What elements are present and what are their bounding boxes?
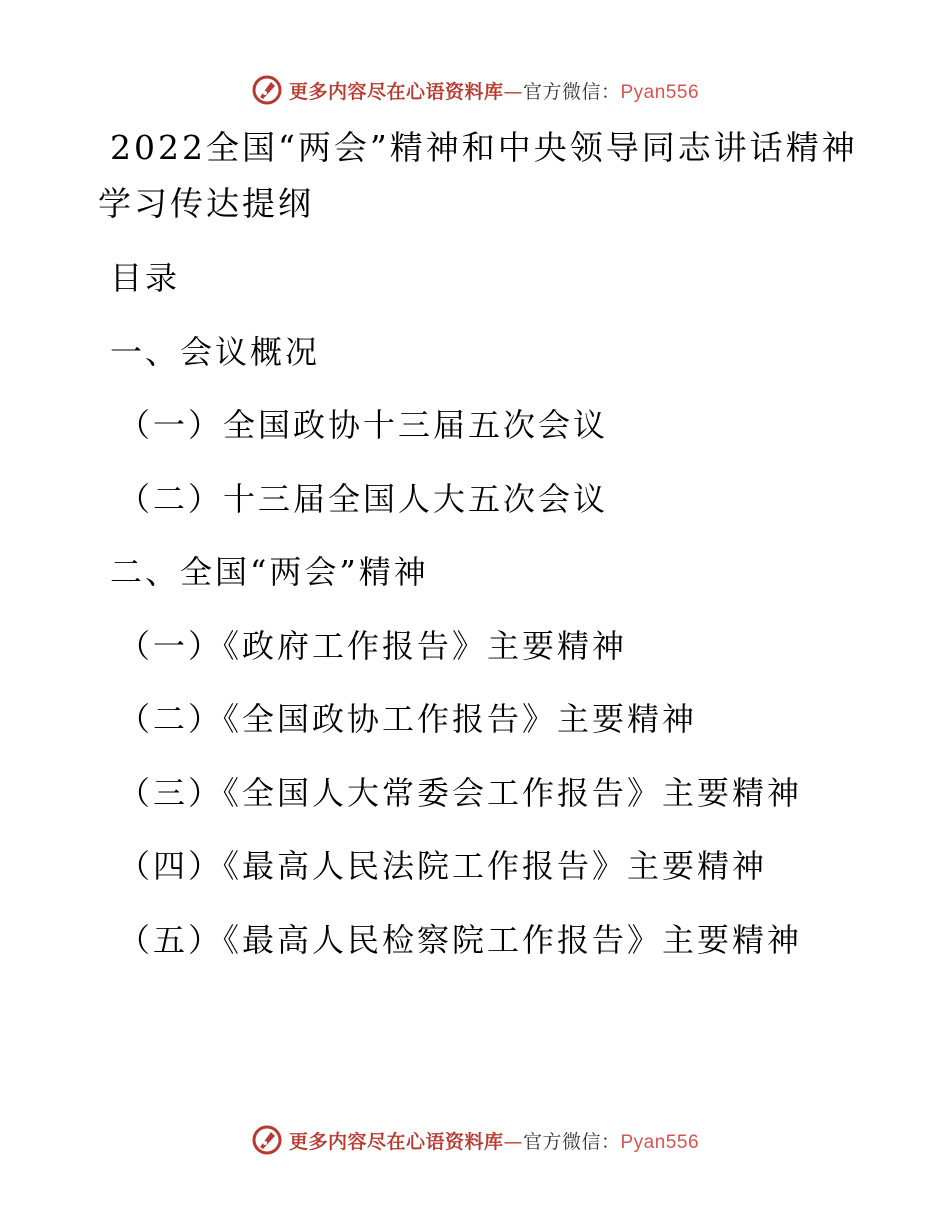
toc-item-section-2-4: （四）《最高人民法院工作报告》主要精神	[118, 847, 768, 885]
pen-nib-circle-logo-icon	[251, 74, 283, 106]
toc-item-section-1-1: （一）全国政协十三届五次会议	[118, 406, 609, 444]
pen-nib-circle-logo-icon	[251, 1124, 283, 1156]
watermark-wechat-id: Pyan556	[620, 1131, 700, 1153]
toc-item-section-2-2: （二）《全国政协工作报告》主要精神	[118, 700, 698, 738]
watermark-wechat-id: Pyan556	[620, 81, 700, 103]
watermark-text	[289, 77, 699, 104]
toc-item-section-1-2: （二）十三届全国人大五次会议	[118, 479, 609, 518]
watermark-separator: —	[503, 80, 523, 103]
watermark-wechat-label: 官方微信：	[522, 1130, 621, 1153]
watermark-separator: —	[503, 1130, 523, 1153]
toc-item-section-2-3: （三）《全国人大常委会工作报告》主要精神	[118, 773, 803, 812]
footer-watermark	[0, 1120, 950, 1160]
watermark-wechat-label: 官方微信：	[522, 80, 621, 103]
document-title	[98, 120, 858, 232]
document-title-line-2: 学习传达提纲	[98, 184, 314, 223]
toc-item-section-2: 二、全国“两会”精神	[110, 553, 429, 591]
watermark-main-text: 更多内容尽在心语资料库	[288, 80, 504, 103]
toc-heading: 目录	[110, 259, 181, 297]
watermark-text	[289, 1127, 699, 1154]
watermark-main-text: 更多内容尽在心语资料库	[288, 1130, 504, 1153]
toc-item-section-2-1: （一）《政府工作报告》主要精神	[118, 626, 628, 665]
header-watermark	[0, 70, 950, 110]
toc-item-section-2-5: （五）《最高人民检察院工作报告》主要精神	[118, 920, 803, 959]
table-of-contents	[110, 250, 870, 985]
document-title-line-1: 2022全国“两会”精神和中央领导同志讲话精神	[110, 128, 858, 167]
toc-item-section-1: 一、会议概况	[110, 332, 321, 371]
